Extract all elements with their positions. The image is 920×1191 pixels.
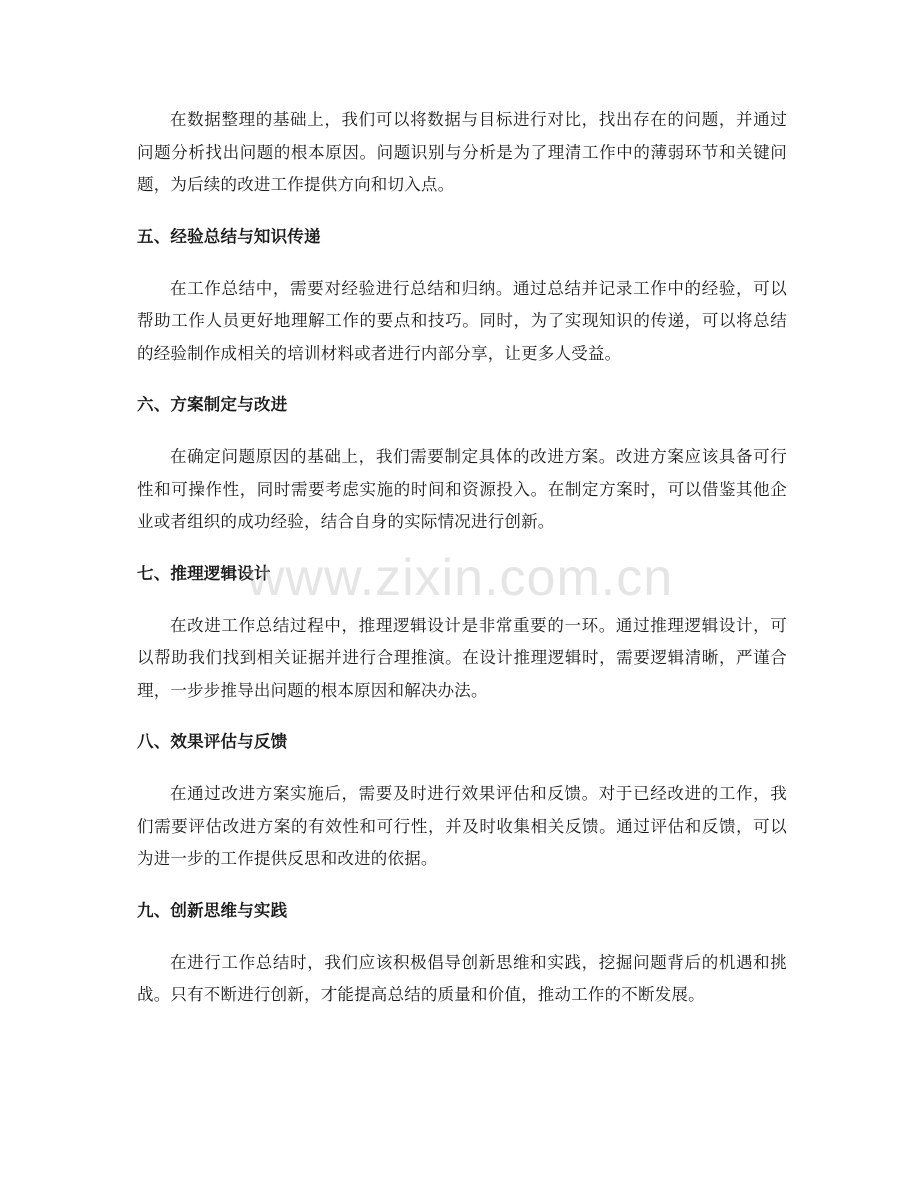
watermark: www.zixin.com.cn bbox=[246, 549, 674, 607]
section-body-6: 在确定问题原因的基础上，我们需要制定具体的改进方案。改进方案应该具备可行性和可操作性，同时需要考虑实施的时间和资源投入。在制定方案时，可以借鉴其他企业或者组织的成功经验，结合自身的实际情况进行创新。 bbox=[137, 447, 787, 531]
section-heading-7: 七、推理逻辑设计 bbox=[137, 563, 271, 583]
document-content bbox=[137, 104, 787, 1012]
intro-paragraph: 在数据整理的基础上，我们可以将数据与目标进行对比，找出存在的问题，并通过问题分析找出问题的根本原因。问题识别与分析是为了理清工作中的薄弱环节和关键问题，为后续的改进工作提供方向和切入点。 bbox=[137, 110, 787, 194]
section-heading-5: 五、经验总结与知识传递 bbox=[137, 226, 321, 246]
section-heading-6: 六、方案制定与改进 bbox=[137, 395, 288, 414]
section-heading-9: 九、创新思维与实践 bbox=[137, 900, 288, 920]
section-body-8: 在通过改进方案实施后，需要及时进行效果评估和反馈。对于已经改进的工作，我们需要评估改进方案的有效性和可行性，并及时收集相关反馈。通过评估和反馈，可以为进一步的工作提供反思和改进的依据。 bbox=[137, 784, 787, 868]
section-body-5: 在工作总结中，需要对经验进行总结和归纳。通过总结并记录工作中的经验，可以帮助工作人员更好地理解工作的要点和技巧。同时，为了实现知识的传递，可以将总结的经验制作成相关的培训材料或者进行内部分享，让更多人受益。 bbox=[137, 278, 787, 363]
section-heading-8: 八、效果评估与反馈 bbox=[137, 732, 288, 751]
section-body-9: 在进行工作总结时，我们应该积极倡导创新思维和实践，挖掘问题背后的机遇和挑战。只有不断进行创新，才能提高总结的质量和价值，推动工作的不断发展。 bbox=[137, 952, 787, 1004]
section-body-7: 在改进工作总结过程中，推理逻辑设计是非常重要的一环。通过推理逻辑设计，可以帮助我们找到相关证据并进行合理推演。在设计推理逻辑时，需要逻辑清晰，严谨合理，一步步推导出问题的根本原因和解决办法。 bbox=[137, 615, 787, 700]
